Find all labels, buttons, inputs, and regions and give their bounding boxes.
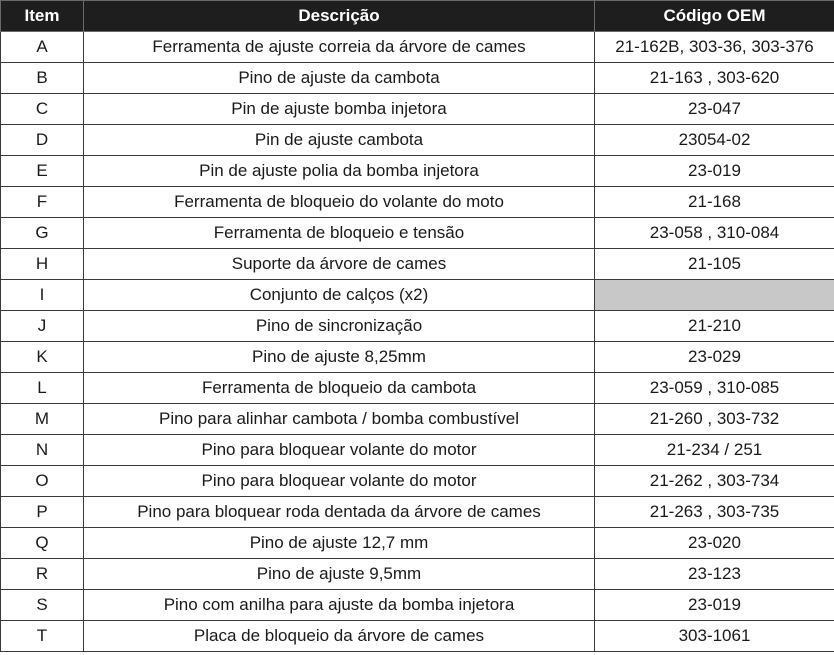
table-row (1, 590, 834, 621)
table-row (1, 187, 834, 218)
cell-description: Ferramenta de bloqueio e tensão (84, 218, 595, 249)
cell-description: Pino de ajuste 8,25mm (84, 342, 595, 373)
cell-description: Pin de ajuste cambota (84, 125, 595, 156)
cell-description: Pino de ajuste 12,7 mm (84, 528, 595, 559)
table-row (1, 528, 834, 559)
cell-code: 23-059 , 310-085 (595, 373, 834, 404)
cell-item: R (1, 559, 84, 590)
table-row (1, 373, 834, 404)
cell-description: Ferramenta de bloqueio do volante do moto (84, 187, 595, 218)
cell-item: A (1, 32, 84, 63)
cell-code: 21-260 , 303-732 (595, 404, 834, 435)
cell-code: 21-263 , 303-735 (595, 497, 834, 528)
cell-item: N (1, 435, 84, 466)
cell-code: 21-210 (595, 311, 834, 342)
cell-item: D (1, 125, 84, 156)
cell-item: S (1, 590, 84, 621)
cell-description: Pin de ajuste bomba injetora (84, 94, 595, 125)
table-row (1, 342, 834, 373)
table-row (1, 404, 834, 435)
cell-item: I (1, 280, 84, 311)
cell-code: 23-058 , 310-084 (595, 218, 834, 249)
cell-item: T (1, 621, 84, 652)
cell-description: Ferramenta de ajuste correia da árvore de cames (84, 32, 595, 63)
cell-item: B (1, 63, 84, 94)
cell-code: 23-029 (595, 342, 834, 373)
table-row (1, 249, 834, 280)
cell-code: 21-162B, 303-36, 303-376 (595, 32, 834, 63)
cell-code: 23-123 (595, 559, 834, 590)
cell-item: H (1, 249, 84, 280)
cell-code: 23-047 (595, 94, 834, 125)
cell-item: C (1, 94, 84, 125)
cell-code: 23054-02 (595, 125, 834, 156)
cell-item: M (1, 404, 84, 435)
table-row (1, 218, 834, 249)
table-row (1, 125, 834, 156)
table-row (1, 559, 834, 590)
table-row (1, 94, 834, 125)
cell-item: E (1, 156, 84, 187)
cell-description: Suporte da árvore de cames (84, 249, 595, 280)
cell-description: Conjunto de calços (x2) (84, 280, 595, 311)
cell-code: 23-019 (595, 156, 834, 187)
table-row (1, 63, 834, 94)
cell-description: Pino de sincronização (84, 311, 595, 342)
cell-description: Pino para alinhar cambota / bomba combustível (84, 404, 595, 435)
table-row (1, 435, 834, 466)
cell-description: Pin de ajuste polia da bomba injetora (84, 156, 595, 187)
table-body (1, 32, 834, 652)
cell-item: F (1, 187, 84, 218)
cell-item: O (1, 466, 84, 497)
cell-description: Placa de bloqueio da árvore de cames (84, 621, 595, 652)
cell-code: 21-168 (595, 187, 834, 218)
cell-code: 21-234 / 251 (595, 435, 834, 466)
cell-item: L (1, 373, 84, 404)
table-row (1, 280, 834, 311)
header-row (1, 1, 834, 32)
cell-description: Pino com anilha para ajuste da bomba injetora (84, 590, 595, 621)
cell-code: 23-020 (595, 528, 834, 559)
table-row (1, 32, 834, 63)
cell-description: Pino de ajuste 9,5mm (84, 559, 595, 590)
cell-description: Pino para bloquear volante do motor (84, 435, 595, 466)
header-code: Código OEM (595, 1, 834, 32)
cell-description: Pino para bloquear volante do motor (84, 466, 595, 497)
cell-description: Pino de ajuste da cambota (84, 63, 595, 94)
cell-item: K (1, 342, 84, 373)
cell-code: 21-262 , 303-734 (595, 466, 834, 497)
header-description: Descrição (84, 1, 595, 32)
header-item: Item (1, 1, 84, 32)
table-row (1, 466, 834, 497)
cell-description: Ferramenta de bloqueio da cambota (84, 373, 595, 404)
cell-item: P (1, 497, 84, 528)
table-row (1, 156, 834, 187)
cell-code: 21-163 , 303-620 (595, 63, 834, 94)
cell-item: J (1, 311, 84, 342)
cell-code: 21-105 (595, 249, 834, 280)
table-row (1, 311, 834, 342)
table-row (1, 497, 834, 528)
cell-code (595, 280, 834, 311)
cell-code: 23-019 (595, 590, 834, 621)
cell-item: Q (1, 528, 84, 559)
cell-code: 303-1061 (595, 621, 834, 652)
cell-description: Pino para bloquear roda dentada da árvore de cames (84, 497, 595, 528)
table-row (1, 621, 834, 652)
cell-item: G (1, 218, 84, 249)
